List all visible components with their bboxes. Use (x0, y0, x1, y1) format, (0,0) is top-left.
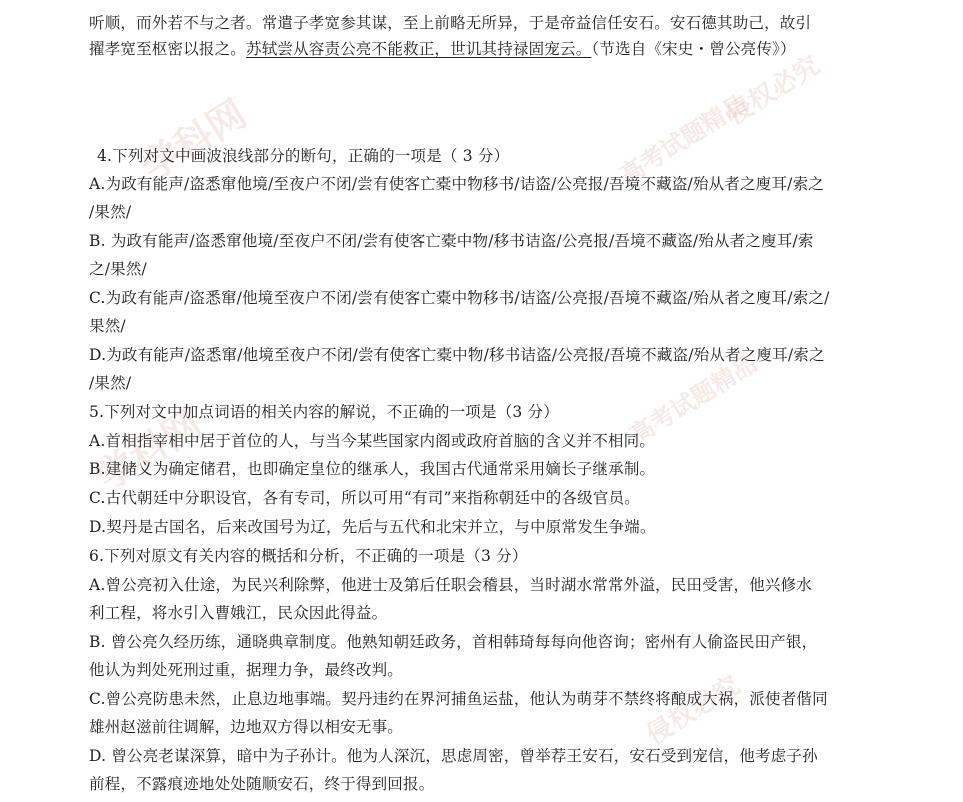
answer-option: C.为政有能声/盗悉窜/他境至夜户不闭/尝有使客亡橐中物移书/诘盗/公亮报/吾境不藏盗/殆从者之廋耳/索之/ (89, 289, 830, 307)
answer-option: C.曾公亮防患未然，止息边地事端。契丹违约在界河捕鱼运盐，他认为萌芽不禁终将酿成大祸，派使者偕同 (89, 690, 828, 708)
question-stem: 6.下列对原文有关内容的概括和分析，不正确的一项是（3 分） (89, 547, 528, 565)
answer-option-continuation: 果然/ (89, 317, 126, 335)
answer-option: D. 曾公亮老谋深算，暗中为子孙计。他为人深沉，思虑周密，曾举荐王安石，安石受到宠信，他考虑子孙 (89, 747, 818, 765)
answer-option: B. 为政有能声/盗悉窜他境/至夜户不闭/尝有使客亡橐中物/移书诘盗/公亮报/吾境不藏盗/殆从者之廋耳/索 (89, 232, 814, 250)
answer-option-continuation: /果然/ (89, 374, 132, 392)
answer-option: A.为政有能声/盗悉窜他境/至夜户不闭/尝有使客亡橐中物移书/诘盗/公亮报/吾境不藏盗/殆从者之廋耳/索之 (89, 175, 825, 193)
answer-option: B. 曾公亮久经历练，通晓典章制度。他熟知朝廷政务，首相韩琦每每向他咨询；密州有人偷盗民田产银， (89, 633, 818, 651)
answer-option-continuation: 雄州赵滋前往调解，边地双方得以相安无事。 (89, 718, 404, 736)
source-citation: （节选自《宋史・曾公亮传》） (591, 40, 796, 58)
answer-option-continuation: /果然/ (89, 203, 132, 221)
passage-line: 听顺，而外若不与之者。常遣子孝宽参其谋，至上前略无所异，于是帝益信任安石。安石德其助己，故引 (89, 14, 812, 32)
answer-option-continuation: 之/果然/ (89, 260, 147, 278)
question-stem: 4.下列对文中画波浪线部分的断句，正确的一项是（ 3 分） (97, 147, 510, 165)
question-stem: 5.下列对文中加点词语的相关内容的解说，不正确的一项是（3 分） (89, 403, 559, 421)
watermark: 高考试题精品 (614, 89, 752, 190)
answer-option: C.古代朝廷中分职设官，各有专司，所以可用“有司”来指称朝廷中的各级官员。 (89, 489, 640, 507)
answer-option: B.建储义为确定储君，也即确定皇位的继承人，我国古代通常采用嫡长子继承制。 (89, 460, 656, 478)
underlined-sentence: 苏轼尝从容责公亮不能救正，世讥其持禄固宠云。 (246, 40, 592, 58)
watermark: 高考试题精品 (624, 349, 762, 450)
answer-option: D.契丹是古国名，后来改国号为辽，先后与五代和北宋并立，与中原常发生争端。 (89, 518, 656, 536)
passage-line (89, 39, 949, 59)
watermark: 侵权必究 (721, 50, 826, 131)
watermark: 学科网 (88, 401, 209, 500)
answer-option: A.曾公亮初入仕途，为民兴利除弊，他进士及第后任职会稽县，当时湖水常常外溢，民田受害，他兴修水 (89, 576, 813, 594)
answer-option: D.为政有能声/盗悉窜/他境至夜户不闭/尝有使客亡橐中物/移书诘盗/公亮报/吾境不藏盗/殆从者之廋耳/索之 (89, 346, 825, 364)
answer-option-continuation: 前程，不露痕迹地处处随顺安石，终于得到回报。 (89, 775, 435, 793)
answer-option: A.首相指宰相中居于首位的人，与当今某些国家内阁或政府首脑的含义并不相同。 (89, 432, 656, 450)
answer-option-continuation: 利工程，将水引入曹娥江，民众因此得益。 (89, 604, 388, 622)
answer-option-continuation: 他认为判处死刑过重，据理力争，最终改判。 (89, 661, 404, 679)
passage-text: 擢孝宽至枢密以报之。 (89, 40, 247, 58)
watermark: 学科网 (133, 91, 254, 190)
watermark: 侵权必究 (641, 670, 746, 751)
